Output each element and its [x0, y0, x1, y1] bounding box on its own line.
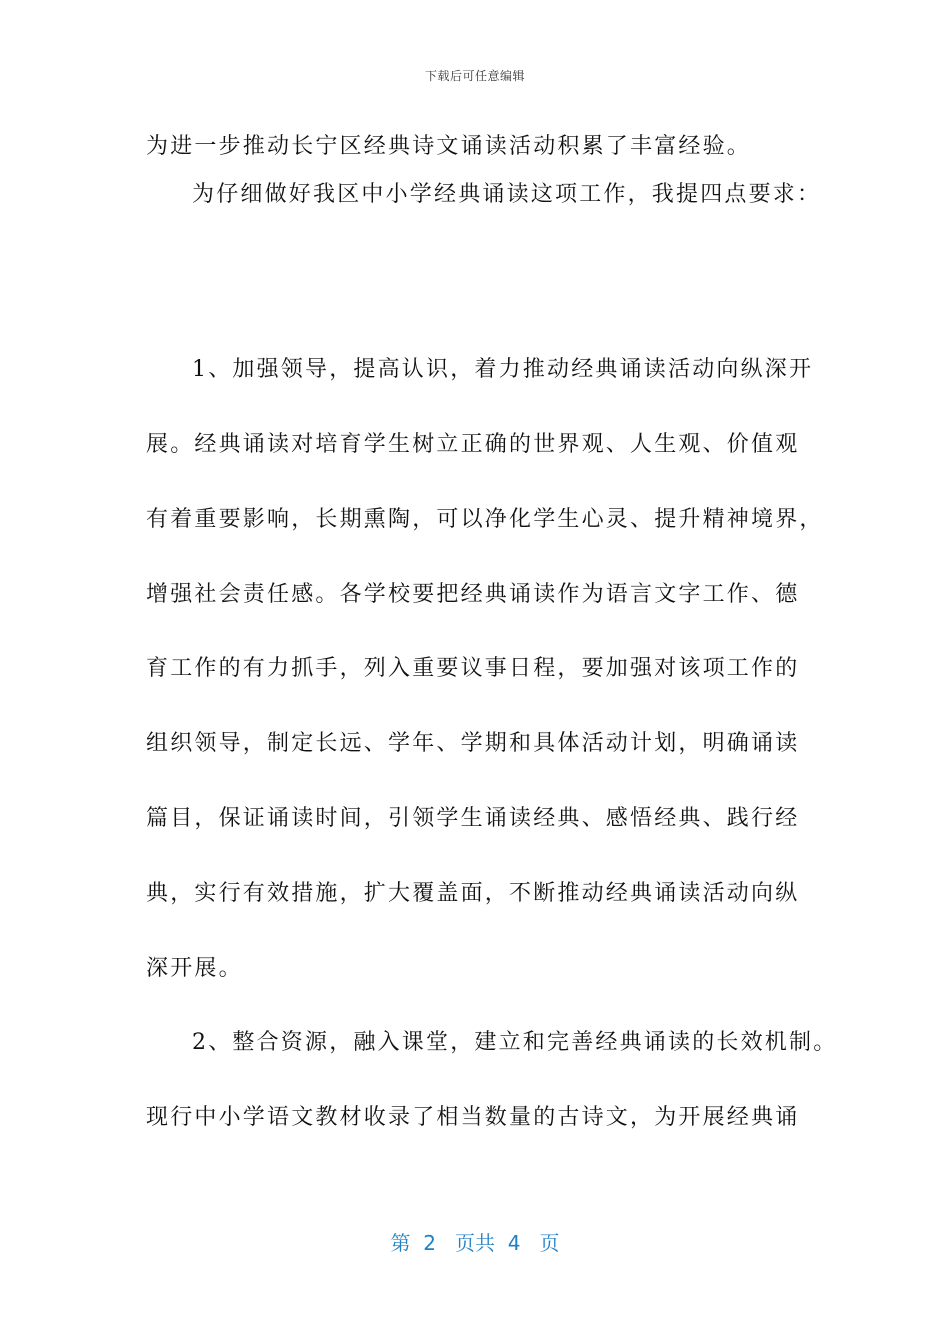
body-line: 增强社会责任感。各学校要把经典诵读作为语言文字工作、德	[146, 582, 800, 607]
body-line: 有着重要影响，长期熏陶，可以净化学生心灵、提升精神境界，	[146, 507, 824, 532]
body-line: 为进一步推动长宁区经典诗文诵读活动积累了丰富经验。	[146, 134, 752, 159]
body-line: 展。经典诵读对培育学生树立正确的世界观、人生观、价值观	[146, 432, 800, 457]
body-line: 育工作的有力抓手，列入重要议事日程，要加强对该项工作的	[146, 656, 800, 681]
page-number-footer: 第 2 页共 4 页	[390, 1231, 560, 1255]
body-line: 篇目，保证诵读时间，引领学生诵读经典、感悟经典、践行经	[146, 806, 800, 831]
body-line: 为仔细做好我区中小学经典诵读这项工作，我提四点要求：	[192, 182, 822, 207]
body-line: 2、整合资源，融入课堂，建立和完善经典诵读的长效机制。	[192, 1030, 838, 1055]
body-line: 组织领导，制定长远、学年、学期和具体活动计划，明确诵读	[146, 731, 800, 756]
body-line: 深开展。	[146, 956, 243, 981]
header-note: 下载后可任意编辑	[424, 69, 525, 83]
body-line: 1、加强领导，提高认识，着力推动经典诵读活动向纵深开	[192, 357, 814, 382]
body-line: 现行中小学语文教材收录了相当数量的古诗文，为开展经典诵	[146, 1105, 800, 1130]
body-line: 典，实行有效措施，扩大覆盖面，不断推动经典诵读活动向纵	[146, 881, 800, 906]
